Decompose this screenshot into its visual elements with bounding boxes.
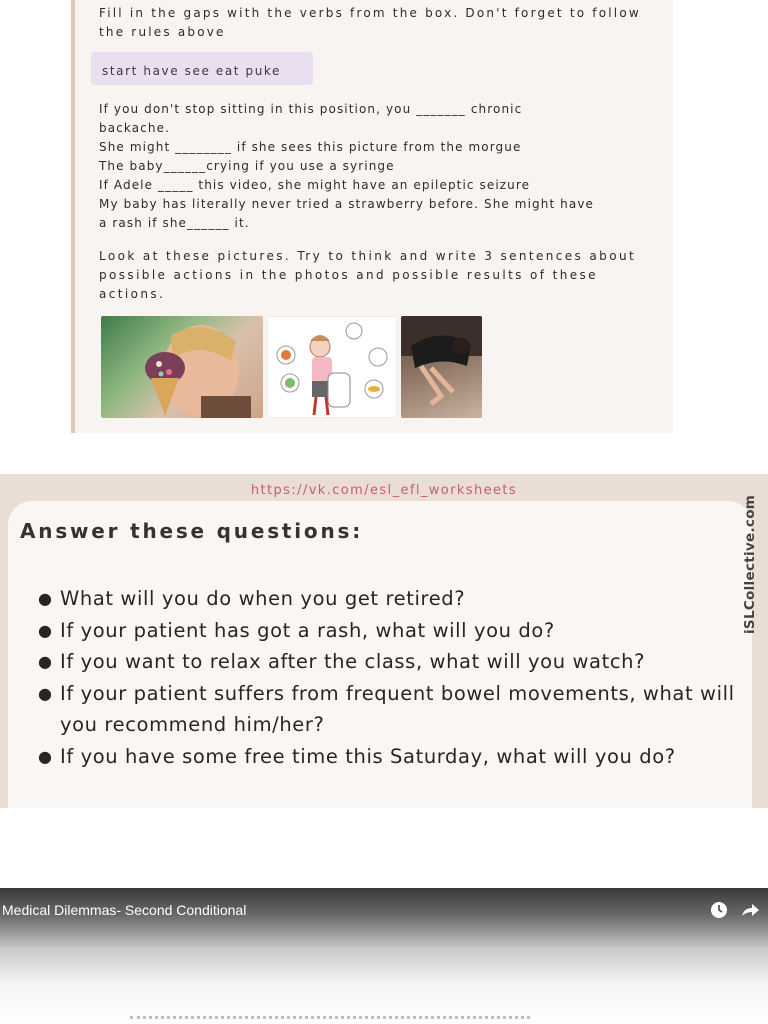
answer-questions-section bbox=[0, 474, 768, 808]
sentence-line: a rash if she______ it. bbox=[99, 216, 250, 230]
sentence-line: My baby has literally never tried a strawberry before. She might have bbox=[99, 197, 595, 211]
sentence-line: If Adele _____ this video, she might have an epileptic seizure bbox=[99, 178, 531, 192]
worksheet-instructions: Fill in the gaps with the verbs from the box. Don't forget to follow the rules above bbox=[99, 6, 641, 39]
bullet-icon: ● bbox=[38, 746, 53, 766]
sentence-line: If you don't stop sitting in this position, you _______ chronic bbox=[99, 102, 523, 116]
islcollective-watermark: iSLCollective.com bbox=[742, 494, 758, 634]
question-item bbox=[38, 646, 738, 678]
video-thumbnail-caption-fade bbox=[130, 1016, 530, 1024]
share-arrow-icon[interactable] bbox=[740, 901, 760, 919]
bullet-icon: ● bbox=[38, 652, 53, 671]
ice-cream-girl-photo bbox=[101, 316, 263, 418]
watch-later-clock-icon[interactable] bbox=[709, 901, 729, 919]
sentence-line: The baby______crying if you use a syringe bbox=[99, 159, 395, 173]
question-text: If you want to relax after the class, what will you watch? bbox=[60, 650, 646, 673]
worksheet-card bbox=[71, 0, 673, 433]
sleeping-woman-photo bbox=[401, 316, 482, 418]
bullet-icon: ● bbox=[38, 620, 53, 640]
question-text: If your patient has got a rash, what will you do? bbox=[60, 618, 555, 642]
picture-task-instructions: Look at these pictures. Try to think and write 3 sentences about possible actions in the photos and possible results of these actions. bbox=[99, 249, 637, 301]
share-icon bbox=[740, 901, 760, 919]
question-item bbox=[38, 678, 738, 741]
clock-icon bbox=[709, 901, 729, 919]
toilet-drawing bbox=[268, 317, 397, 418]
sentence-line: backache. bbox=[99, 121, 170, 135]
sleeping-woman-illustration bbox=[401, 316, 482, 418]
question-item bbox=[38, 583, 738, 615]
question-text: If your patient suffers from frequent bowel movements, what will you recommend him/her? bbox=[60, 681, 735, 736]
toilet-illustration bbox=[267, 316, 397, 418]
sentence-line: She might ________ if she sees this picture from the morgue bbox=[99, 140, 522, 154]
question-item bbox=[38, 741, 738, 773]
questions-card bbox=[8, 501, 752, 808]
verb-box: start have see eat puke bbox=[91, 52, 313, 85]
bullet-icon: ● bbox=[38, 589, 53, 608]
questions-list bbox=[38, 583, 738, 772]
video-embed[interactable] bbox=[0, 888, 768, 1024]
question-item bbox=[38, 615, 738, 647]
questions-heading: Answer these questions: bbox=[20, 519, 364, 543]
bullet-icon: ● bbox=[38, 683, 53, 703]
question-text: If you have some free time this Saturday, what will you do? bbox=[60, 744, 676, 768]
ice-cream-girl-illustration bbox=[101, 316, 263, 418]
worksheet-source-link[interactable]: https://vk.com/esl_efl_worksheets bbox=[250, 483, 518, 498]
gap-fill-sentences bbox=[99, 100, 659, 233]
video-title-link[interactable]: Medical Dilemmas- Second Conditional bbox=[2, 902, 247, 918]
question-text: What will you do when you get retired? bbox=[60, 587, 466, 610]
